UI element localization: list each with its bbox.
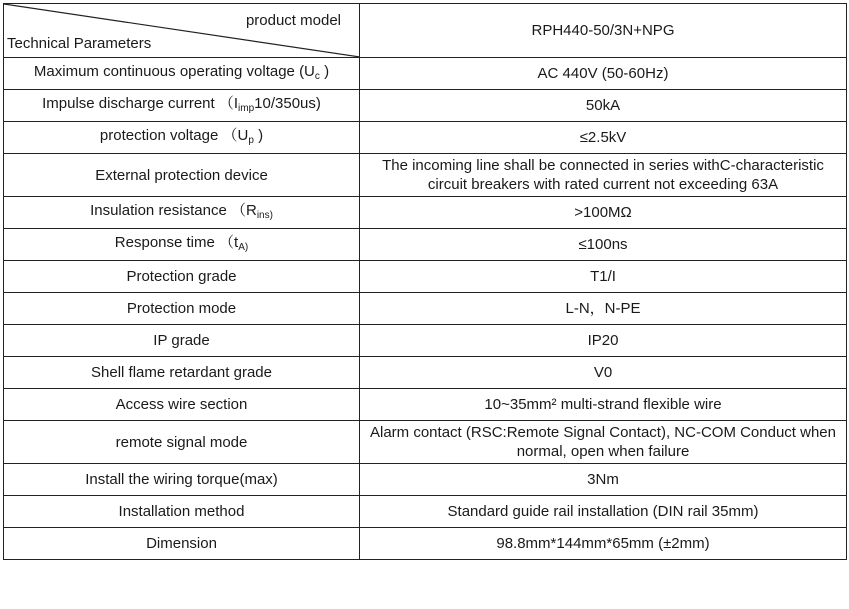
table-row [4, 154, 847, 197]
diagonal-header-cell [4, 4, 360, 58]
param-cell: Insulation resistance （$R_{ins)}$ [4, 197, 360, 229]
value-cell: ≤2.5kV [360, 122, 847, 154]
table-row [4, 357, 847, 389]
param-cell: Dimension [4, 528, 360, 560]
table-row [4, 229, 847, 261]
param-cell: protection voltage （$U_p$ ) [4, 122, 360, 154]
param-cell: Maximum continuous operating voltage ($U_c$ ) [4, 58, 360, 90]
value-cell: >100MΩ [360, 197, 847, 229]
table-row [4, 122, 847, 154]
value-cell: AC 440V (50-60Hz) [360, 58, 847, 90]
value-cell: L-N，N-PE [360, 293, 847, 325]
technical-parameters-table [3, 3, 847, 560]
table-row [4, 421, 847, 464]
param-cell: External protection device [4, 154, 360, 197]
value-cell: ≤100ns [360, 229, 847, 261]
table-row [4, 261, 847, 293]
model-value-cell [360, 4, 847, 58]
param-cell: Install the wiring torque(max) [4, 464, 360, 496]
table-row [4, 528, 847, 560]
value-cell: T1/I [360, 261, 847, 293]
table-header-row [4, 4, 847, 58]
value-cell: 50kA [360, 90, 847, 122]
value-cell: 98.8mm*144mm*65mm (±2mm) [360, 528, 847, 560]
product-model-label: product model [245, 12, 341, 29]
param-cell: Protection grade [4, 261, 360, 293]
value-cell: IP20 [360, 325, 847, 357]
param-cell: Access wire section [4, 389, 360, 421]
value-cell: 10~35mm² multi-strand flexible wire [360, 389, 847, 421]
param-cell: Protection mode [4, 293, 360, 325]
table-row [4, 58, 847, 90]
param-cell: Response time （$t_{A)}$ [4, 229, 360, 261]
technical-parameters-label: Technical Parameters [7, 35, 152, 52]
value-cell: Alarm contact (RSC:Remote Signal Contact), NC-COM Conduct when normal, open when failure [360, 421, 847, 464]
table-row [4, 90, 847, 122]
table-row [4, 293, 847, 325]
table-row [4, 464, 847, 496]
value-cell: Standard guide rail installation (DIN rail 35mm) [360, 496, 847, 528]
param-cell: Shell flame retardant grade [4, 357, 360, 389]
value-cell: V0 [360, 357, 847, 389]
param-cell: Installation method [4, 496, 360, 528]
table-row [4, 325, 847, 357]
param-cell: IP grade [4, 325, 360, 357]
spec-table-container [3, 3, 847, 560]
value-cell: 3Nm [360, 464, 847, 496]
table-row [4, 389, 847, 421]
param-cell: Impulse discharge current $(I_{imp}10/350us)$ [4, 90, 360, 122]
model-value: RPH440-50/3N+NPG [531, 22, 675, 39]
table-row [4, 496, 847, 528]
param-cell: remote signal mode [4, 421, 360, 464]
table-row [4, 197, 847, 229]
value-cell: The incoming line shall be connected in series withC-characteristic circuit breakers with rated current not exceeding 63A [360, 154, 847, 197]
